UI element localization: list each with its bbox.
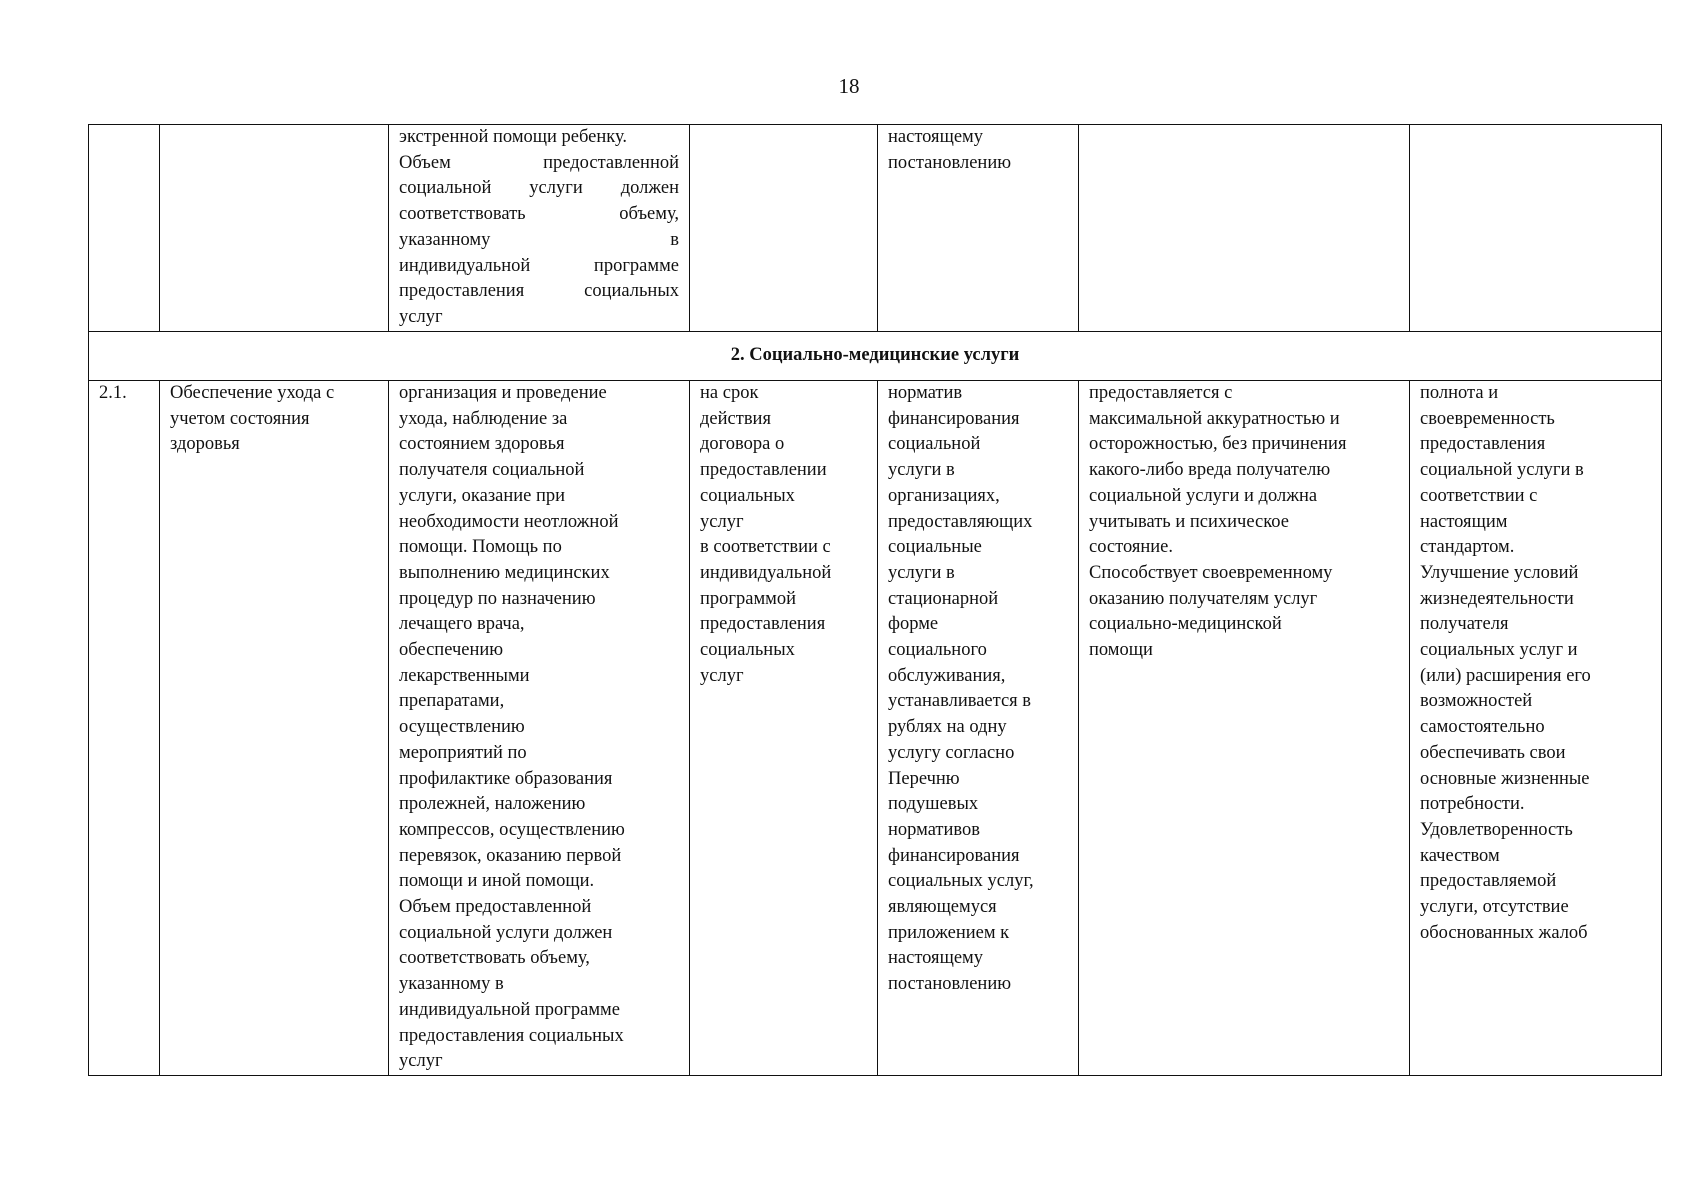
service-name-line: здоровья: [170, 434, 240, 455]
norm-line: приложением к: [888, 922, 1010, 943]
service-number-cell: [89, 381, 160, 1076]
cont-norm-cell: [878, 125, 1079, 332]
content-line: индивидуальной программе: [399, 999, 620, 1020]
norm-line: стационарной: [888, 588, 999, 609]
content-line: соответствовать объему,: [399, 948, 590, 969]
norm-line: постановлению: [888, 974, 1012, 995]
services-standard-table: [88, 124, 1662, 1076]
norm-line: социальных услуг,: [888, 871, 1034, 892]
section-title: 2. Социально-медицинские услуги: [89, 332, 1662, 381]
content-line: лечащего врача,: [399, 614, 525, 635]
evaluation-line: жизнедеятельности: [1420, 588, 1574, 609]
evaluation-line: соответствии с: [1420, 485, 1538, 506]
evaluation-line: предоставляемой: [1420, 871, 1557, 892]
cont-content-cell: [389, 125, 690, 332]
evaluation-line: самостоятельно: [1420, 717, 1545, 738]
cont-name-cell: [160, 125, 389, 332]
norm-line: социальные: [888, 537, 982, 558]
section-row: [89, 332, 1662, 381]
conditions-line: социальной услуги и должна: [1089, 485, 1318, 506]
evaluation-line: получателя: [1420, 614, 1509, 635]
term-line: индивидуальной: [700, 562, 832, 583]
term-line: программой: [700, 588, 797, 609]
conditions-line: максимальной аккуратностью и: [1089, 408, 1340, 429]
content-line: препаратами,: [399, 691, 505, 712]
cont-evaluation-cell: [1410, 125, 1662, 332]
evaluation-line: Улучшение условий: [1420, 562, 1579, 583]
conditions-line: Способствует своевременному: [1089, 562, 1333, 583]
content-line: компрессов, осуществлению: [399, 819, 625, 840]
norm-line: социального: [888, 640, 987, 661]
service-name-cell: [160, 381, 389, 1076]
term-line: действия: [700, 408, 771, 429]
norm-line: социальной: [888, 434, 981, 455]
conditions-line: учитывать и психическое: [1089, 511, 1289, 532]
norm-line: финансирования: [888, 845, 1020, 866]
conditions-line: оказанию получателям услуг: [1089, 588, 1318, 609]
evaluation-line: потребности.: [1420, 794, 1525, 815]
content-line: услуги, оказание при: [399, 485, 566, 506]
service-number: 2.1.: [99, 383, 127, 403]
norm-line: организациях,: [888, 485, 1000, 506]
content-line: лекарственными: [399, 665, 530, 686]
content-line: перевязок, оказанию первой: [399, 845, 622, 866]
content-line: предоставления социальных: [399, 1025, 624, 1046]
norm-line: подушевых: [888, 794, 979, 815]
norm-line: обслуживания,: [888, 665, 1006, 686]
term-line: услуг: [700, 665, 744, 686]
evaluation-line: Удовлетворенность: [1420, 819, 1573, 840]
conditions-line: помощи: [1089, 640, 1153, 661]
content-line: социальной услуги должен: [399, 922, 613, 943]
content-line: организация и проведение: [399, 383, 607, 403]
evaluation-line: своевременность: [1420, 408, 1555, 429]
continuation-row: [89, 125, 1662, 332]
evaluation-line: обоснованных жалоб: [1420, 922, 1588, 943]
content-line: мероприятий по: [399, 742, 527, 763]
service-evaluation-cell: [1410, 381, 1662, 1076]
page-number: 18: [838, 74, 860, 98]
norm-line: нормативов: [888, 819, 981, 840]
norm-line: настоящему: [888, 948, 983, 969]
content-line: помощи. Помощь по: [399, 537, 562, 558]
service-name-line: Обеспечение ухода с: [170, 383, 335, 403]
term-line: социальных: [700, 485, 795, 506]
service-term-cell: [690, 381, 878, 1076]
content-line: получателя социальной: [399, 460, 585, 481]
norm-line: форме: [888, 614, 939, 635]
content-line: помощи и иной помощи.: [399, 871, 595, 892]
service-row: [89, 381, 1662, 1076]
content-line: услуг: [399, 1051, 443, 1072]
evaluation-line: настоящим: [1420, 511, 1508, 532]
cont-content-line: индивидуальной программе: [399, 255, 679, 276]
cont-number-cell: [89, 125, 160, 332]
conditions-line: осторожностью, без причинения: [1089, 434, 1347, 455]
norm-line: финансирования: [888, 408, 1020, 429]
content-line: профилактике образования: [399, 768, 613, 789]
conditions-line: предоставляется с: [1089, 383, 1233, 403]
content-line: необходимости неотложной: [399, 511, 619, 532]
evaluation-line: обеспечивать свои: [1420, 742, 1566, 763]
evaluation-line: услуги, отсутствие: [1420, 897, 1569, 918]
norm-line: рублях на одну: [888, 717, 1007, 738]
norm-line: услуги в: [888, 460, 955, 481]
norm-line: являющемуся: [888, 897, 997, 918]
term-line: в соответствии с: [700, 537, 831, 558]
content-line: осуществлению: [399, 717, 525, 738]
evaluation-line: основные жизненные: [1420, 768, 1590, 789]
cont-norm-line: постановлению: [888, 152, 1012, 173]
norm-line: услугу согласно: [888, 742, 1015, 763]
term-line: на срок: [700, 383, 759, 403]
conditions-line: социально-медицинской: [1089, 614, 1282, 635]
service-content-cell: [389, 381, 690, 1076]
cont-content-line: услуг: [399, 306, 443, 327]
evaluation-line: социальной услуги в: [1420, 460, 1584, 481]
content-line: ухода, наблюдение за: [399, 408, 568, 429]
cont-conditions-cell: [1079, 125, 1410, 332]
cont-content-line: экстренной помощи ребенку.: [399, 127, 628, 147]
evaluation-line: полнота и: [1420, 383, 1499, 403]
conditions-line: состояние.: [1089, 537, 1174, 558]
content-line: Объем предоставленной: [399, 897, 592, 918]
evaluation-line: социальных услуг и: [1420, 640, 1578, 661]
cont-norm-line: настоящему: [888, 127, 983, 147]
term-line: предоставления: [700, 614, 826, 635]
service-conditions-cell: [1079, 381, 1410, 1076]
norm-line: норматив: [888, 383, 963, 403]
term-line: договора о: [700, 434, 785, 455]
cont-term-cell: [690, 125, 878, 332]
term-line: социальных: [700, 640, 795, 661]
evaluation-line: предоставления: [1420, 434, 1546, 455]
evaluation-line: стандартом.: [1420, 537, 1515, 558]
service-norm-cell: [878, 381, 1079, 1076]
content-line: выполнению медицинских: [399, 562, 610, 583]
evaluation-line: возможностей: [1420, 691, 1533, 712]
cont-content-line: Объем предоставленной: [399, 152, 679, 173]
cont-content-line: социальной услуги должен: [399, 178, 679, 199]
term-line: услуг: [700, 511, 744, 532]
content-line: указанному в: [399, 974, 504, 995]
term-line: предоставлении: [700, 460, 827, 481]
conditions-line: какого-либо вреда получателю: [1089, 460, 1331, 481]
content-line: обеспечению: [399, 640, 504, 661]
evaluation-line: качеством: [1420, 845, 1500, 866]
norm-line: предоставляющих: [888, 511, 1033, 532]
cont-content-line: указанному в: [399, 229, 679, 250]
cont-content-line: соответствовать объему,: [399, 204, 679, 225]
content-line: состоянием здоровья: [399, 434, 565, 455]
content-line: процедур по назначению: [399, 588, 596, 609]
norm-line: устанавливается в: [888, 691, 1032, 712]
norm-line: услуги в: [888, 562, 955, 583]
service-name-line: учетом состояния: [170, 408, 310, 429]
cont-content-line: предоставления социальных: [399, 281, 679, 302]
content-line: пролежней, наложению: [399, 794, 586, 815]
norm-line: Перечню: [888, 768, 960, 789]
evaluation-line: (или) расширения его: [1420, 665, 1591, 686]
